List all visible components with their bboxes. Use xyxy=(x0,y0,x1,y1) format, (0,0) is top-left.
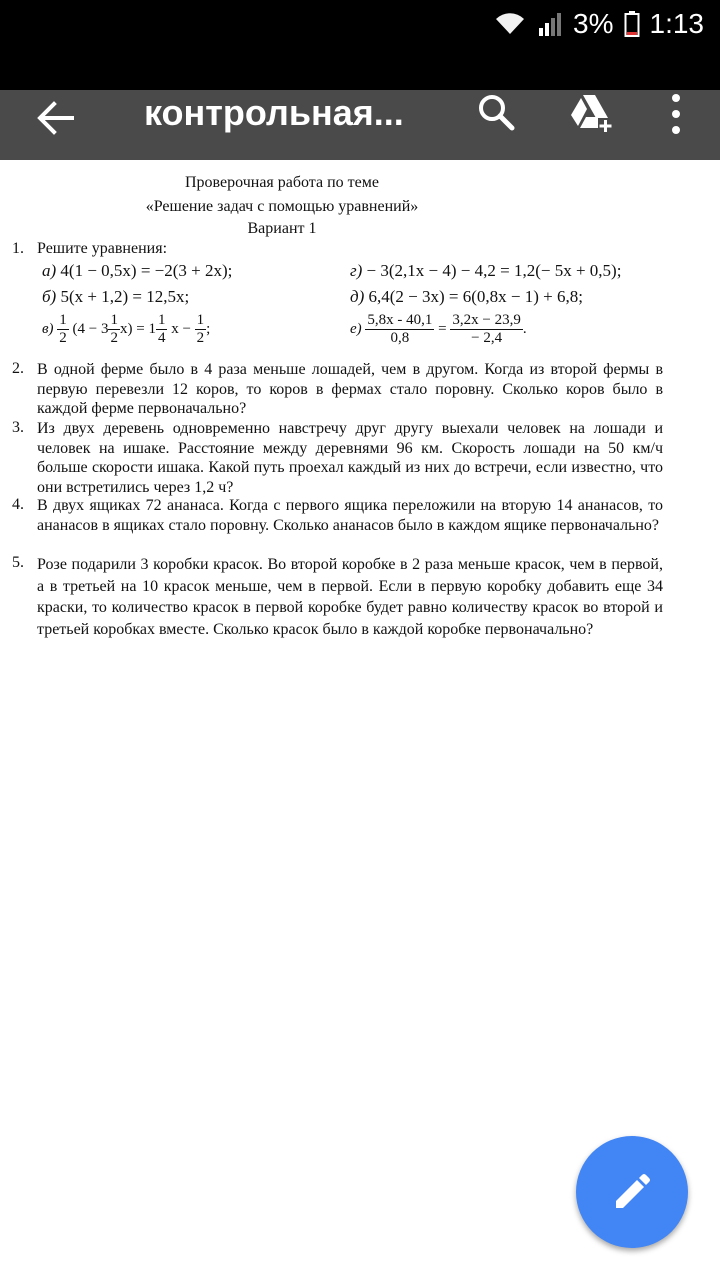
battery-percent: 3% xyxy=(573,8,614,39)
equation-d-text: 6,4(2 − 3x) = 6(0,8x − 1) + 6,8; xyxy=(368,287,583,306)
fraction: $\frac{1}{4}$ xyxy=(157,312,166,346)
status-bar xyxy=(0,0,720,90)
equation-b-text: 5(x + 1,2) = 12,5x; xyxy=(60,287,190,306)
equation-a-label: а) xyxy=(42,261,57,280)
equation-a-text: 4(1 − 0,5x) = −2(3 + 2x); xyxy=(60,261,233,280)
clock: 1:13 xyxy=(649,8,704,39)
equation-d-label: д) xyxy=(350,287,365,306)
task-3-text: Из двух деревень одновременно навстречу друг другу выехали человек на лошади и человек на ишаке. Расстояние между деревнями 96 км. Скорость лошади на 50 км/ч больше скорости ишака. Какой путь проехал каждый из них до встречи, если известно, что они встретились через 1,2 ч? xyxy=(37,420,663,496)
equation-a xyxy=(42,261,232,281)
task-2-number: 2. xyxy=(12,360,24,377)
status-indicators xyxy=(493,8,704,40)
pencil-icon xyxy=(612,1172,652,1212)
task-1-text: Решите уравнения: xyxy=(37,240,168,257)
task-5-number: 5. xyxy=(12,554,24,571)
equation-g xyxy=(350,261,621,281)
search-icon[interactable] xyxy=(476,92,516,132)
task-4-number: 4. xyxy=(12,496,24,513)
fraction: $\frac{5,8x - 40,1}{0,8}$ xyxy=(367,312,433,346)
battery-icon xyxy=(624,10,640,38)
more-options-icon[interactable] xyxy=(668,90,684,138)
task-3-number: 3. xyxy=(12,419,24,436)
app-toolbar xyxy=(0,90,720,160)
back-arrow-icon[interactable] xyxy=(36,98,76,138)
document-page xyxy=(0,160,720,1280)
equation-g-text: − 3(2,1x − 4) − 4,2 = 1,2(− 5x + 0,5); xyxy=(366,261,622,280)
fraction: $\frac{3,2x - 23,9}{- 2,4}$ xyxy=(452,312,521,346)
task-1-number: 1. xyxy=(12,240,24,257)
heading-line-1: Проверочная работа по теме xyxy=(185,174,379,191)
equation-b-label: б) xyxy=(42,287,57,306)
equation-e: е) $\frac{5,8x - 40,1}{0,8}$ = $\frac{3,2x - 23,9}{- 2,4}$ . xyxy=(350,312,527,346)
fraction: $\frac{1}{2}$ xyxy=(59,312,67,346)
equation-d xyxy=(350,287,583,307)
add-to-drive-icon[interactable] xyxy=(568,92,614,138)
document-title: контрольная... xyxy=(144,92,404,133)
edit-fab-button[interactable] xyxy=(576,1136,688,1248)
equation-b xyxy=(42,287,189,307)
wifi-icon xyxy=(493,10,527,38)
equation-e-label: е) xyxy=(350,320,362,337)
fraction: $\frac{1}{2}$ xyxy=(110,312,118,346)
task-4-text: В двух ящиках 72 ананаса. Когда с первого ящика переложили на вторую 14 ананасов, то ананасов в ящиках стало поровну. Сколько ананасов было в каждом ящике первоначально? xyxy=(37,497,663,534)
signal-icon xyxy=(537,10,563,38)
heading-line-2: «Решение задач с помощью уравнений» xyxy=(145,198,419,215)
equation-v: в) $\frac{1}{2}$ (4 − 3 $\frac{1}{2}$ x) = 1 $\frac{1}{4}$ x − $\frac{1}{2}$ ; xyxy=(42,312,211,346)
equation-v-label: в) xyxy=(42,320,54,337)
task-5-text: Розе подарили 3 коробки красок. Во второй коробке в 2 раза меньше красок, чем в первой, а в третьей на 10 красок меньше, чем в первой. Если в первую коробку добавить еще 34 краски, то количество красок в первой коробке будет равно количеству красок во второй и третьей коробках вместе. Сколько красок было в каждой коробке первоначально? xyxy=(37,556,663,638)
fraction: $\frac{1}{2}$ xyxy=(196,312,205,346)
task-2-text: В одной ферме было в 4 раза меньше лошадей, чем в другом. Когда из второй фермы в первую перевезли 12 коров, то коров в фермах стало поровну. Сколько коров было в каждой ферме первоначально? xyxy=(37,361,663,417)
variant-label: Вариант 1 xyxy=(247,220,317,237)
equation-g-label: г) xyxy=(350,261,363,280)
